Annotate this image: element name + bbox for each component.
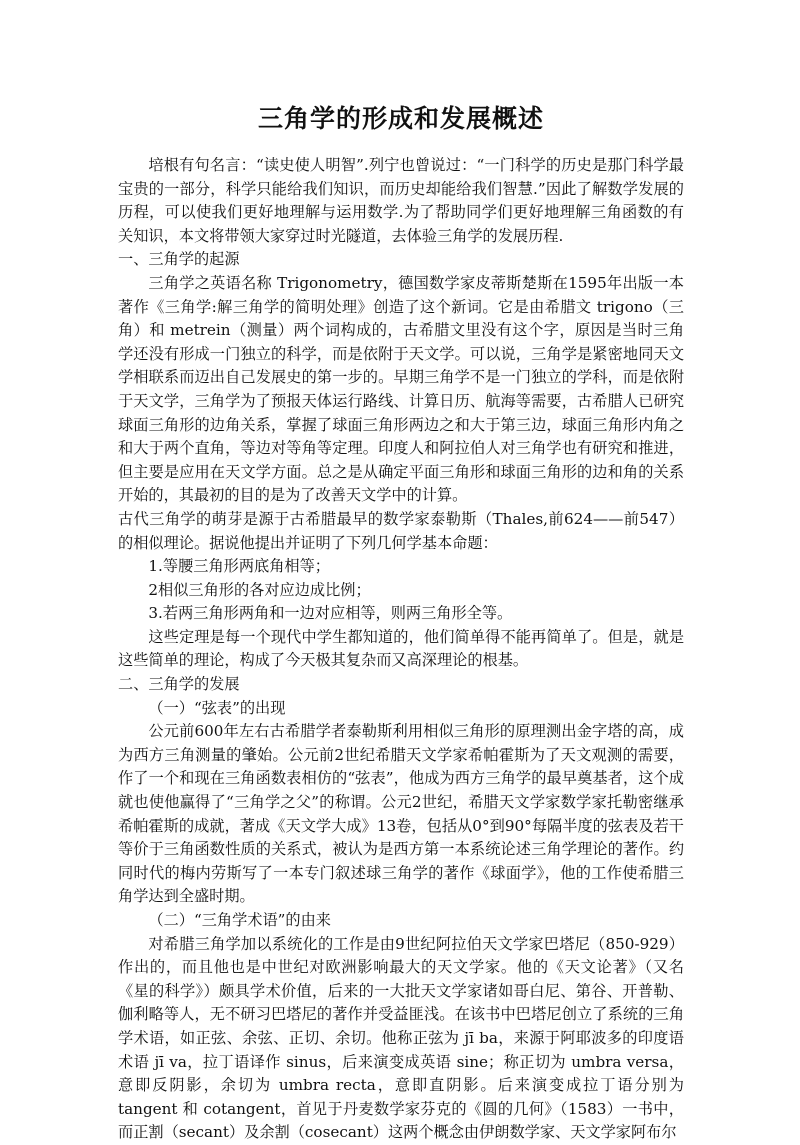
subsection-heading-chord-table: （一）“弦表”的出现 [148,698,286,717]
origin-paragraph-1: 三角学之英语名称 Trigonometry，德国数学家皮蒂斯楚斯在1595年出版一本著作《三角学:解三角学的简明处理》创造了这个新词。它是由希腊文 trigono（三角）和 metrein（测量）两个词构成的，古希腊文里没有这个字，原因是当时三角学还没有形成一门独立的科学，而是依附于天文学。可以说，三角学是紧密地同天文学相联系而迈出自己发展史的第一步的。早期三角学不是一门独立的学科，而是依附于天文学，三角学为了预报天体运行路线、计算日历、航海等需要，古希腊人已研究球面三角形的边角关系，掌握了球面三角形两边之和大于第三边，球面三角形内角之和大于两个直角，等边对等角等定理。印度人和阿拉伯人对三角学也有研究和推进，但主要是应用在天文学方面。总之是从确定平面三角形和球面三角形的边和角的关系开始的，其最初的目的是为了改善天文学中的计算。 [118,273,684,505]
section-heading-origin: 一、三角学的起源 [118,250,240,269]
chord-table-paragraph: 公元前600年左右古希腊学者泰勒斯利用相似三角形的原理测出金字塔的高，成为西方三角测量的肇始。公元前2世纪希腊天文学家希帕霍斯为了天文观测的需要，作了一个和现在三角函数表相仿的“弦表”，他成为西方三角学的最早奠基者，这个成就也使他赢得了“三角学之父”的称谓。公元2世纪，希腊天文学家数学家托勒密继承希帕霍斯的成就，著成《天文学大成》13卷，包括从0°到90°每隔半度的弦表及若干等价于三角函数性质的关系式，被认为是西方第一本系统论述三角学理论的著作。约同时代的梅内劳斯写了一本专门叙述球三角学的著作《球面学》，他的工作使希腊三角学达到全盛时期。 [118,722,684,906]
origin-paragraph-3: 这些定理是每一个现代中学生都知道的，他们简单得不能再简单了。但是，就是这些简单的理论，构成了今天极其复杂而又高深理论的根基。 [118,627,684,670]
terminology-paragraph: 对希腊三角学加以系统化的工作是由9世纪阿拉伯天文学家巴塔尼（850-929）作出的，而且他也是中世纪对欧洲影响最大的天文学家。他的《天文论著》（又名《星的科学》）颇具学术价值，后来的一大批天文学家诸如哥白尼、第谷、开普勒、伽利略等人，无不研习巴塔尼的著作并受益匪浅。在该书中巴塔尼创立了系统的三角学术语，如正弦、余弦、正切、余切。他称正弦为 jī ba，来源于阿耶波多的印度语术语 jī va，拉丁语译作 sinus，后来演变成英语 sine；称正切为 umbra versa，意即反阴影，余切为 umbra recta，意即直阴影。后来演变成拉丁语分别为 tangent 和 cotangent，首见于丹麦数学家芬克的《圆的几何》（1583）一书中，而正割（secant）及余割（cosecant）这两个概念由伊朗数学家、天文学家阿布尔 [118,934,684,1142]
document-title: 三角学的形成和发展概述 [257,104,544,133]
document-body [118,154,684,1145]
theorem-item-2: 2相似三角形的各对应边成比例； [148,580,371,599]
section-heading-development: 二、三角学的发展 [118,675,240,694]
theorem-item-1: 1.等腰三角形两底角相等； [148,557,330,576]
subsection-heading-terminology: （二）“三角学术语”的由来 [148,911,331,929]
theorem-item-3: 3.若两三角形两角和一边对应相等，则两三角形全等。 [148,604,513,623]
origin-paragraph-2: 古代三角学的萌芽是源于古希腊最早的数学家泰勒斯（Thales,前624——前547）的相似理论。据说他提出并证明了下列几何学基本命题： [118,509,684,552]
intro-paragraph: 培根有句名言：“读史使人明智”.列宁也曾说过：“一门科学的历史是那门科学最宝贵的一部分，科学只能给我们知识，而历史却能给我们智慧.”因此了解数学发展的历程，可以使我们更好地理解与运用数学.为了帮助同学们更好地理解三角函数的有关知识，本文将带领大家穿过时光隧道，去体验三角学的发展历程. [118,156,684,245]
